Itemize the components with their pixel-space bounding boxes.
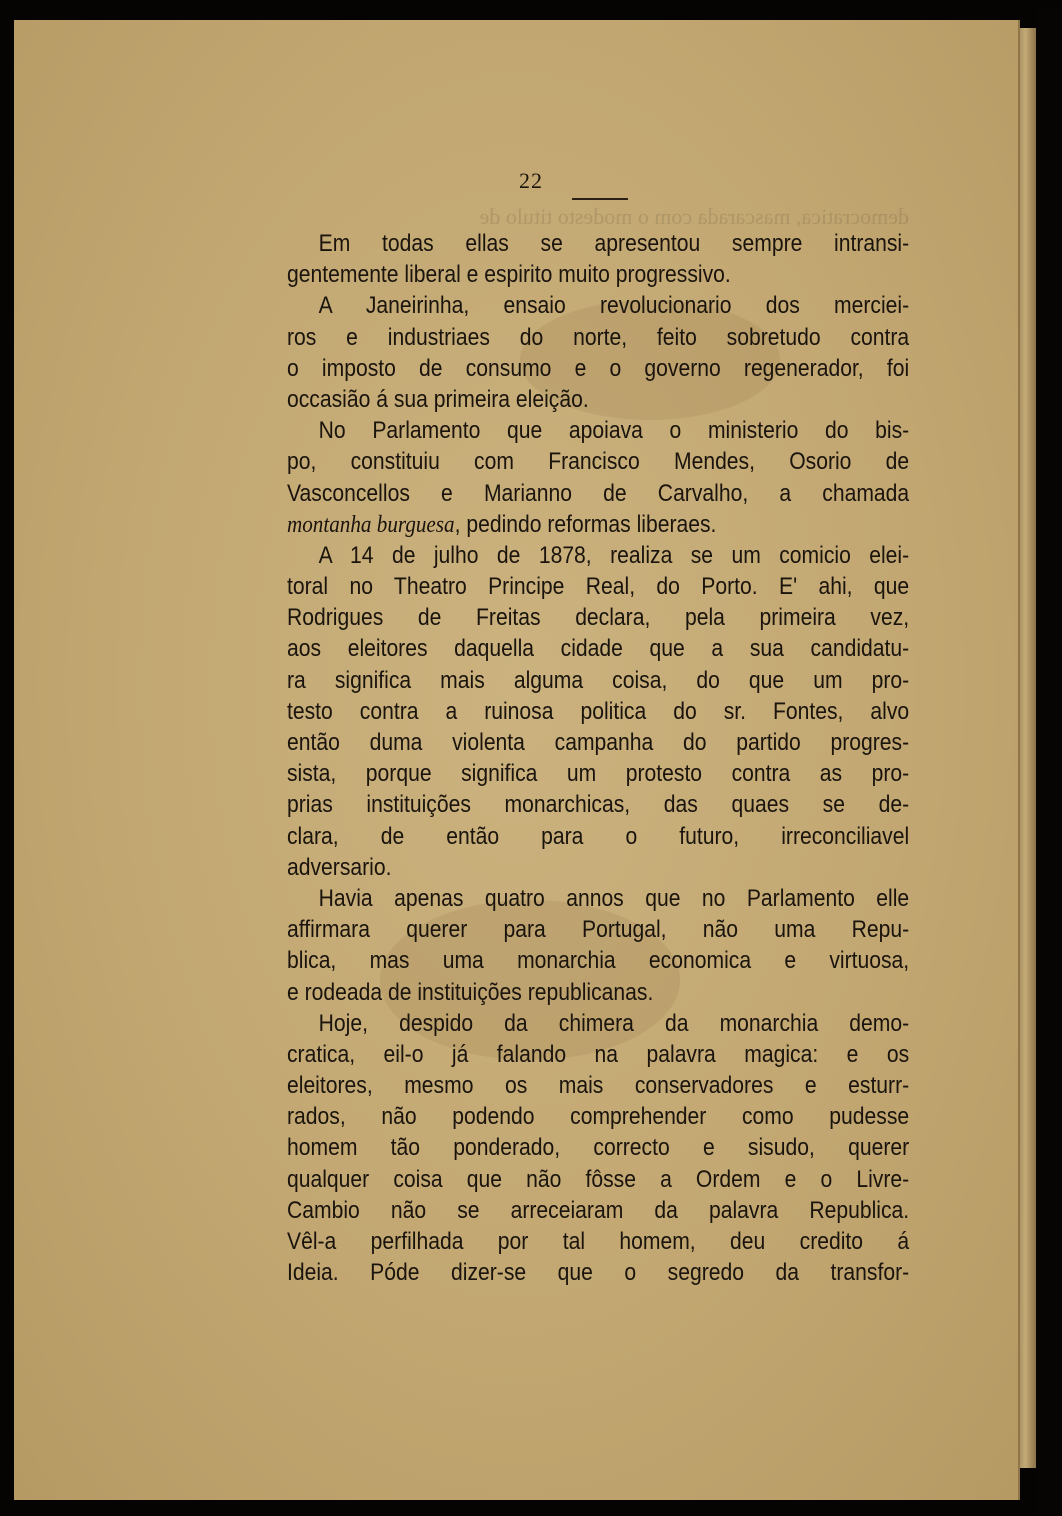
text-line: o imposto de consumo e o governo regenerador, foi [287,354,910,382]
text-line-with-italic [287,509,909,540]
text-line: homem tão ponderado, correcto e sisudo, querer [287,1134,910,1162]
text-line: e rodeada de instituições republicanas. [287,978,654,1006]
text-line: sista, porque significa um protesto contra as pro- [287,760,910,788]
text-line: Vasconcellos e Marianno de Carvalho, a chamada [287,479,910,507]
text-line: ra significa mais alguma coisa, do que um pro- [287,666,910,694]
text-line: eleitores, mesmo os mais conservadores e esturr- [287,1072,910,1100]
text-line: cratica, eil-o já falando na palavra magica: e os [287,1040,910,1068]
text-line: A 14 de julho de 1878, realiza se um comicio elei- [318,541,910,569]
text-line-rest: , pedindo reformas liberaes. [454,510,717,538]
text-line: clara, de então para o futuro, irreconciliavel [287,822,910,850]
text-line: testo contra a ruinosa politica do sr. Fontes, alvo [287,697,910,725]
text-line: Cambio não se arreceiaram da palavra Republica. [287,1196,910,1224]
italic-phrase: montanha burguesa [287,511,455,538]
text-line: No Parlamento que apoiava o ministerio do bis- [318,417,910,445]
text-line: adversario. [287,853,392,881]
text-line: blica, mas uma monarchia economica e virtuosa, [287,947,910,975]
text-line: aos eleitores daquella cidade que a sua candidatu- [287,635,910,663]
text-line: Ideia. Póde dizer-se que o segredo da transfor- [287,1259,910,1287]
text-line: Rodrigues de Freitas declara, pela primeira vez, [287,604,910,632]
text-line: ros e industriaes do norte, feito sobretudo contra [287,323,910,351]
body-text-column [287,228,909,1288]
text-line: A Janeirinha, ensaio revolucionario dos merciei- [318,292,910,320]
text-line: prias instituições monarchicas, das quaes se de- [287,791,910,819]
page-number: 22 [519,168,543,193]
text-line: occasião á sua primeira eleição. [287,385,589,413]
page-fore-edge [1018,28,1036,1468]
text-line: Havia apenas quatro annos que no Parlamento elle [318,884,910,912]
text-line: Vêl-a perfilhada por tal homem, deu credito á [287,1228,910,1255]
text-line: rados, não podendo comprehender como pudesse [287,1103,910,1131]
text-line: toral no Theatro Principe Real, do Porto. E' ahi, que [287,573,910,601]
page-number-rule [572,198,628,200]
body-text [287,228,910,1288]
show-through-text: democratica, mascarada com o modesto titulo de [479,204,909,229]
text-line: Hoje, despido da chimera da monarchia demo- [318,1009,910,1037]
text-line: gentemente liberal e espirito muito progressivo. [287,261,731,289]
text-line: affirmara querer para Portugal, não uma Repu- [287,916,910,944]
text-line: po, constituiu com Francisco Mendes, Osorio de [287,448,910,476]
text-line: Em todas ellas se apresentou sempre intransi- [318,230,910,257]
text-line: qualquer coisa que não fôsse a Ordem e o Livre- [287,1165,910,1193]
scan-border [1036,10,1062,1516]
text-line: então duma violenta campanha do partido progres- [287,729,910,756]
